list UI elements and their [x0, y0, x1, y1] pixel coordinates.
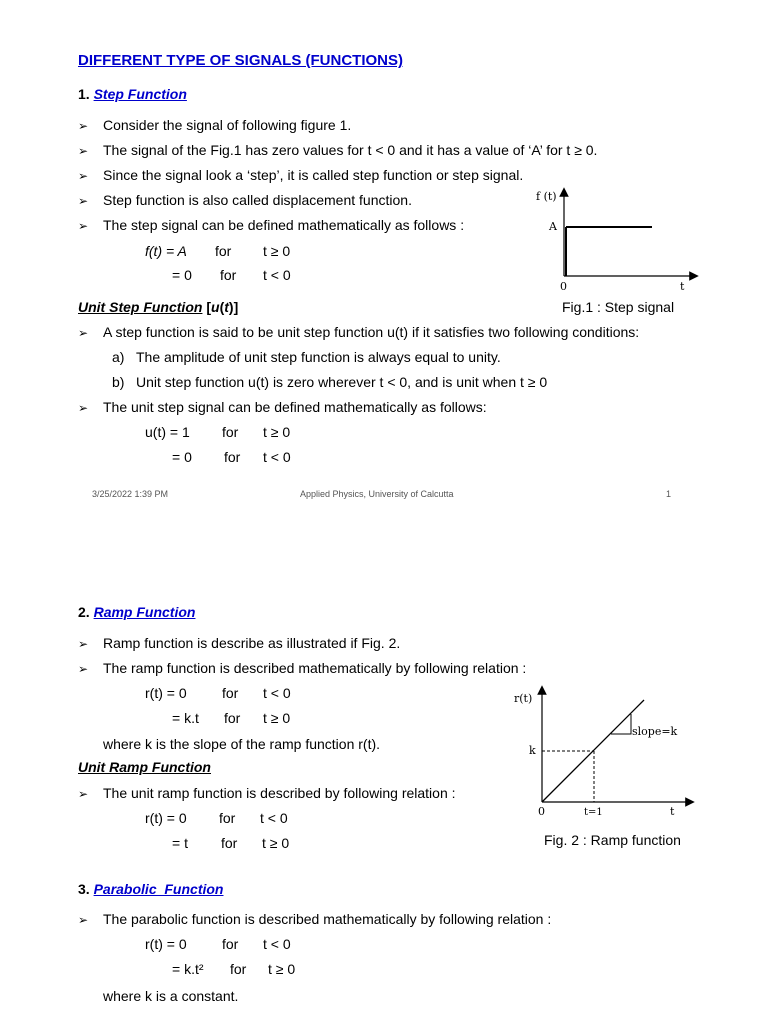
- x-axis-label: t: [670, 805, 675, 818]
- arrow-bullet-icon: ➢: [78, 326, 89, 340]
- equation-for: for: [224, 449, 241, 465]
- bullet-text: Step function is also called displacement function.: [103, 192, 412, 208]
- equation-lhs: r(t) = 0: [145, 810, 187, 826]
- bullet-item: [78, 323, 88, 342]
- bullet-text: Consider the signal of following figure 1.: [103, 117, 352, 133]
- equation-lhs: f(t) = A: [145, 243, 187, 259]
- bullet-item: [78, 166, 88, 185]
- bullet-text: The step signal can be defined mathematically as follows :: [103, 217, 465, 233]
- bullet-text: The unit ramp function is described by following relation :: [103, 785, 456, 801]
- parabolic-function-link[interactable]: Parabolic Function: [93, 881, 224, 897]
- k-label: k: [529, 744, 536, 757]
- figure-caption: Fig. 2 : Ramp function: [544, 832, 681, 848]
- equation-condition: t ≥ 0: [263, 710, 291, 726]
- equation-condition: t ≥ 0: [263, 243, 291, 259]
- bullet-text: Since the signal look a ‘step’, it is called step function or step signal.: [103, 167, 524, 183]
- equation-condition: t < 0: [263, 685, 291, 701]
- page-title: DIFFERENT TYPE OF SIGNALS (FUNCTIONS): [78, 52, 403, 69]
- figure-caption: Fig.1 : Step signal: [562, 299, 675, 315]
- bullet-text: The signal of the Fig.1 has zero values for t < 0 and it has a value of ‘A’ for t ≥ 0.: [103, 142, 598, 158]
- condition-tag: b): [112, 374, 125, 390]
- equation-lhs: = t: [172, 835, 188, 851]
- equation-for: for: [215, 243, 232, 259]
- equation-for: for: [224, 710, 241, 726]
- equation-for: for: [219, 810, 236, 826]
- equation-condition: t < 0: [263, 449, 291, 465]
- equation-condition: t ≥ 0: [268, 961, 296, 977]
- condition-text: The amplitude of unit step function is always equal to unity.: [136, 349, 501, 365]
- section-ramp-heading[interactable]: [78, 604, 195, 620]
- equation-condition: t ≥ 0: [262, 835, 290, 851]
- equation-for: for: [220, 267, 237, 283]
- arrow-bullet-icon: ➢: [78, 401, 89, 415]
- bullet-text: A step function is said to be unit step function u(t) if it satisfies two following conditions:: [103, 324, 640, 340]
- equation-lhs: = k.t²: [172, 961, 204, 977]
- t1-label: t=1: [584, 807, 603, 818]
- equation-lhs: = 0: [172, 267, 192, 283]
- equation-for: for: [230, 961, 247, 977]
- equation-lhs: r(t) = 0: [145, 936, 187, 952]
- arrow-bullet-icon: ➢: [78, 913, 89, 927]
- level-label: A: [549, 220, 557, 233]
- condition-text: Unit step function u(t) is zero wherever t < 0, and is unit when t ≥ 0: [136, 374, 548, 390]
- footer-center: Applied Physics, University of Calcutta: [300, 489, 454, 499]
- equation-condition: t < 0: [260, 810, 288, 826]
- bullet-item: [78, 634, 88, 653]
- bullet-item: [78, 216, 88, 235]
- section-parabolic-heading[interactable]: [78, 881, 223, 897]
- equation-for: for: [222, 936, 239, 952]
- origin-label: 0: [560, 280, 567, 293]
- bullet-item: [78, 398, 88, 417]
- section-number: 2.: [78, 604, 90, 620]
- equation-lhs: = k.t: [172, 710, 199, 726]
- bullet-text: The ramp function is described mathematically by following relation :: [103, 660, 527, 676]
- condition-tag: a): [112, 349, 125, 365]
- bullet-item: [78, 191, 88, 210]
- bullet-item: [78, 659, 88, 678]
- step-signal-figure: [530, 184, 710, 296]
- section-number: 3.: [78, 881, 90, 897]
- equation-for: for: [221, 835, 238, 851]
- y-axis-label: r(t): [514, 692, 533, 705]
- arrow-bullet-icon: ➢: [78, 144, 89, 158]
- footer-date: 3/25/2022 1:39 PM: [92, 489, 169, 499]
- equation-for: for: [222, 685, 239, 701]
- arrow-bullet-icon: ➢: [78, 637, 89, 651]
- bullet-item: [78, 784, 88, 803]
- equation-condition: t < 0: [263, 267, 291, 283]
- ramp-function-link[interactable]: Ramp Function: [93, 604, 196, 620]
- equation-for: for: [222, 424, 239, 440]
- equation-condition: t < 0: [263, 936, 291, 952]
- bullet-text: The parabolic function is described mathematically by following relation :: [103, 911, 552, 927]
- section-number: 1.: [78, 86, 90, 102]
- bullet-text: The unit step signal can be defined mathematically as follows:: [103, 399, 487, 415]
- ramp-note: where k is the slope of the ramp function r(t).: [103, 736, 381, 752]
- origin-label: 0: [538, 805, 545, 818]
- bullet-item: [78, 116, 88, 135]
- unit-ramp-heading: Unit Ramp Function: [78, 759, 211, 775]
- bullet-item: [78, 910, 88, 929]
- y-axis-label: f (t): [536, 190, 557, 203]
- arrow-bullet-icon: ➢: [78, 219, 89, 233]
- footer-page-number: 1: [666, 489, 672, 499]
- arrow-bullet-icon: ➢: [78, 787, 89, 801]
- arrow-bullet-icon: ➢: [78, 119, 89, 133]
- unit-step-heading: Unit Step Function [u(t)]: [78, 299, 239, 315]
- slope-label: slope=k: [632, 725, 678, 738]
- section-step-heading[interactable]: [78, 86, 187, 102]
- equation-condition: t ≥ 0: [263, 424, 291, 440]
- arrow-bullet-icon: ➢: [78, 194, 89, 208]
- parabolic-note: where k is a constant.: [103, 988, 239, 1004]
- ramp-function-figure: [510, 684, 700, 819]
- x-axis-label: t: [680, 280, 685, 293]
- slope-triangle: [611, 714, 631, 734]
- equation-lhs: u(t) = 1: [145, 424, 190, 440]
- arrow-bullet-icon: ➢: [78, 662, 89, 676]
- equation-lhs: r(t) = 0: [145, 685, 187, 701]
- arrow-bullet-icon: ➢: [78, 169, 89, 183]
- bullet-item: [78, 141, 88, 160]
- step-function-link[interactable]: Step Function: [93, 86, 187, 102]
- bullet-text: Ramp function is describe as illustrated if Fig. 2.: [103, 635, 401, 651]
- equation-lhs: = 0: [172, 449, 192, 465]
